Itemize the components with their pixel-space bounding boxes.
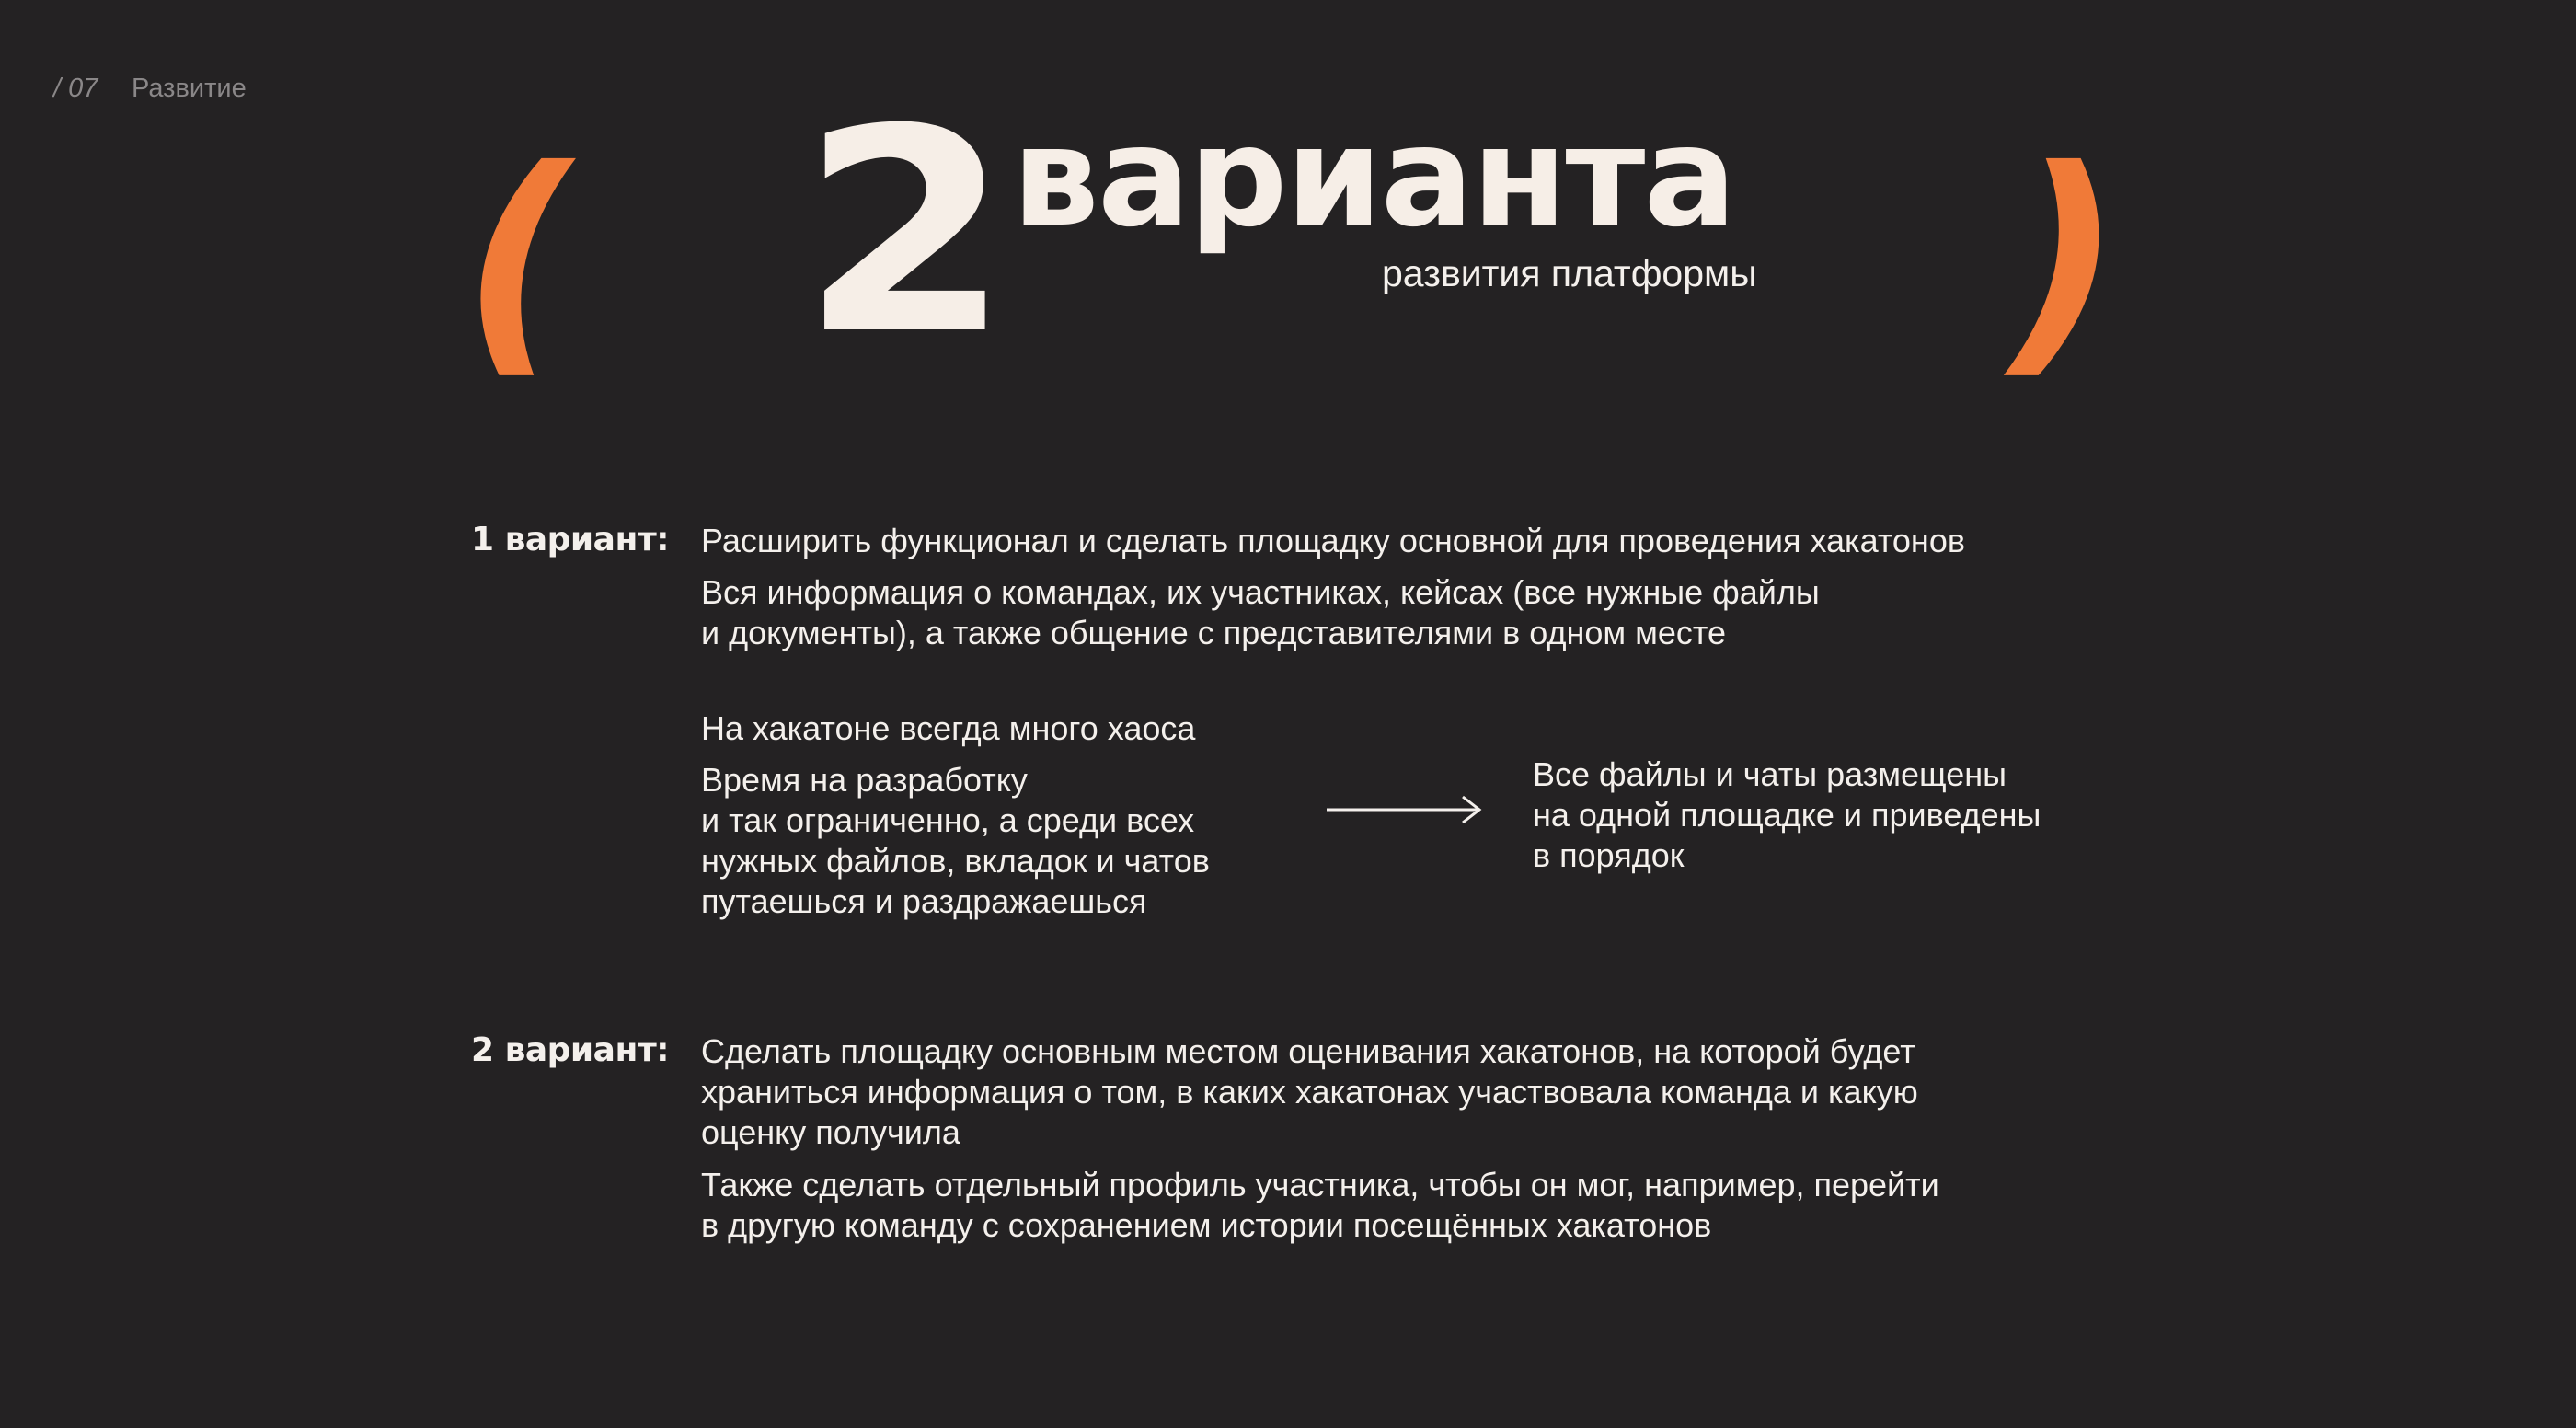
variant-1-headline: Расширить функционал и сделать площадку основной для проведения хакатонов xyxy=(701,522,1965,559)
variant-2-headline: Сделать площадку основным местом оценивания хакатонов, на которой будет храниться информация о том, в каких хакатонах участвовала команда и какую оценку получила xyxy=(701,1032,1918,1151)
solution-text: Все файлы и чаты размещены на одной площадке и приведены в порядок xyxy=(1533,755,2041,874)
arrow-right-icon xyxy=(1325,793,1483,826)
slide-number: / 07 xyxy=(53,74,98,103)
problem-text: Время на разработку и так ограниченно, а среди всех нужных файлов, вкладок и чатов путаешься и раздражаешься xyxy=(701,761,1210,920)
problem-title: На хакатоне всегда много хаоса xyxy=(701,709,1196,747)
variant-1-description: Вся информация о командах, их участниках, кейсах (все нужные файлы и документы), а также общение с представителями в одном месте xyxy=(701,573,1820,651)
variant-1-label: 1 вариант: xyxy=(471,521,670,559)
close-parenthesis: ) xyxy=(2010,118,2122,401)
section-title: Развитие xyxy=(132,74,247,103)
title-number: 2 xyxy=(800,69,1012,396)
open-parenthesis: ( xyxy=(462,118,574,401)
variant-2-label: 2 вариант: xyxy=(471,1031,670,1069)
title-subtitle: развития платформы xyxy=(1382,252,1757,294)
variant-2-description: Также сделать отдельный профиль участника, чтобы он мог, например, перейти в другую команду с сохранением истории посещённых хакатонов xyxy=(701,1166,1939,1244)
title-word: варианта xyxy=(1012,98,1735,258)
